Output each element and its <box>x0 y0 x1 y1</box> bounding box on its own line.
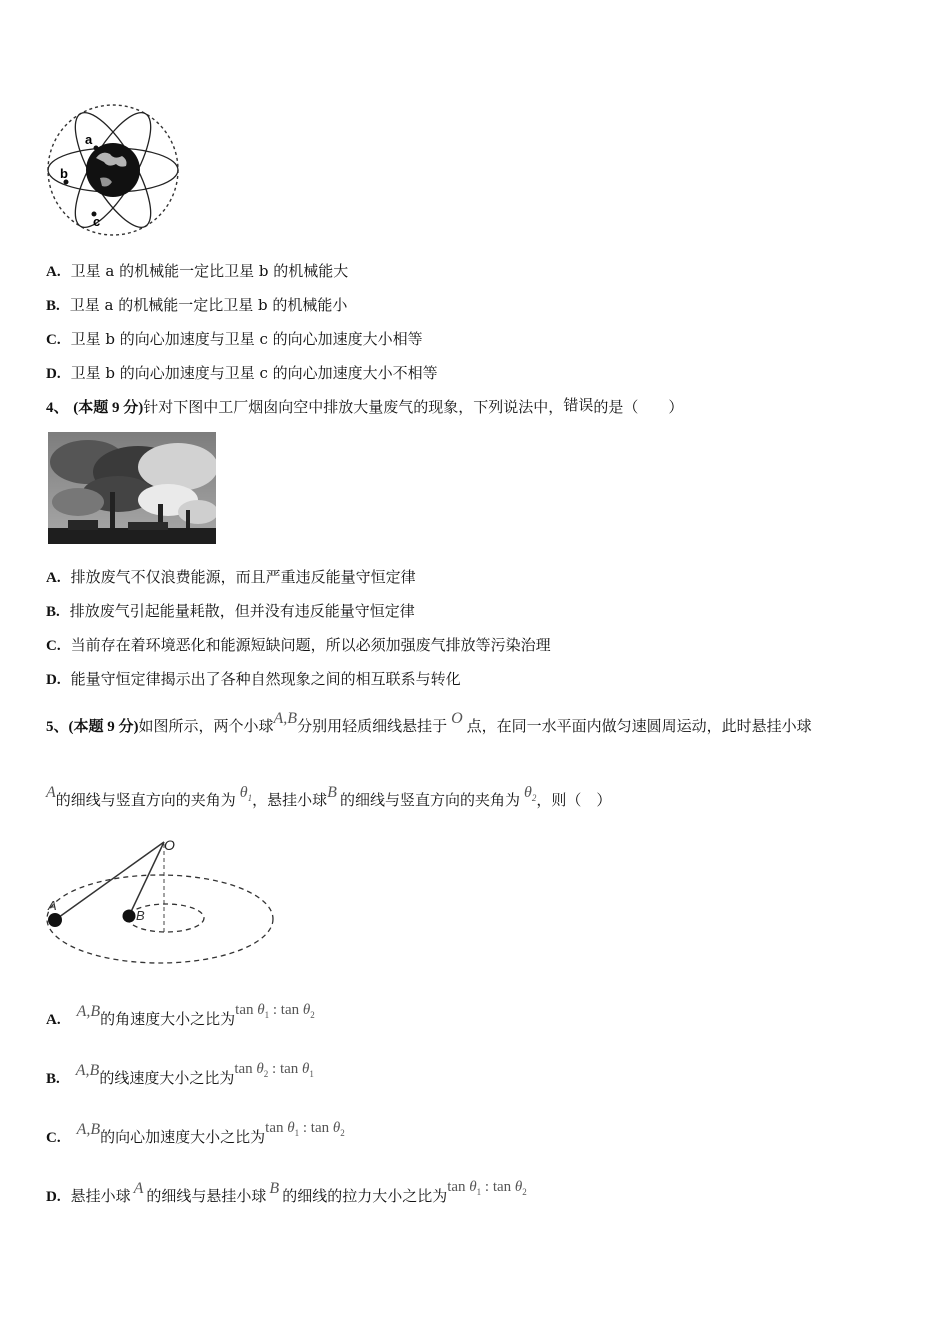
label-a: a <box>85 132 93 147</box>
earth-icon <box>86 143 140 197</box>
string-a <box>55 842 164 920</box>
conical-pendulum-figure <box>44 830 280 970</box>
label-o: O <box>164 837 175 853</box>
q5-option-a[interactable]: A. A,B的角速度大小之比为$\tan \theta_1$ : $\tan \theta_2$ <box>46 1002 315 1028</box>
q5-stem-line1: 5、(本题 9 分)如图所示，两个小球A,B分别用轻质细线悬挂于 O 点，在同一水平面内做匀速圆周运动，此时悬挂小球 <box>46 710 812 735</box>
q5-stem-line2: A的细线与竖直方向的夹角为 $\theta_1$，悬挂小球B 的细线与竖直方向的夹角为 $\theta_2$，则（ ） <box>46 784 612 809</box>
q5-option-c[interactable]: C. A,B的向心加速度大小之比为$\tan \theta_1$ : $\tan \theta_2$ <box>46 1120 345 1146</box>
q4-option-d[interactable]: D. 能量守恒定律揭示出了各种自然现象之间的相互联系与转化 <box>46 670 461 688</box>
label-b: B <box>136 908 145 923</box>
q5-option-d[interactable]: D. 悬挂小球 A 的细线与悬挂小球 B 的细线的拉力大小之比为$\tan \theta_1$ : $\tan \theta_2$ <box>46 1179 527 1205</box>
label-a: A <box>48 898 57 913</box>
q3-option-a[interactable]: A. 卫星 a 的机械能一定比卫星 b 的机械能大 <box>46 262 349 280</box>
q4-emphasis: 错误 <box>563 396 594 414</box>
q4-stem: 4、 (本题 9 分)针对下图中工厂烟囱向空中排放大量废气的现象，下列说法中，错误的是（ ） <box>46 396 684 416</box>
ball-b <box>123 910 136 923</box>
q4-option-b[interactable]: B. 排放废气引起能量耗散，但并没有违反能量守恒定律 <box>46 602 415 620</box>
q4-option-c[interactable]: C. 当前存在着环境恶化和能源短缺问题，所以必须加强废气排放等污染治理 <box>46 636 551 654</box>
q5-option-b[interactable]: B. A,B的线速度大小之比为$\tan \theta_2$ : $\tan \theta_1$ <box>46 1061 314 1087</box>
factory-smoke-photo <box>48 432 216 544</box>
orbit-a-dashed <box>47 875 273 963</box>
satellite-a-dot <box>94 146 99 151</box>
label-c: c <box>93 214 101 229</box>
label-b: b <box>60 166 68 181</box>
ratio-formula: $\tan \theta_1$ : $\tan \theta_2$ <box>235 1002 315 1020</box>
ball-a <box>48 913 62 927</box>
satellite-orbit-figure <box>44 100 182 240</box>
q3-option-b[interactable]: B. 卫星 a 的机械能一定比卫星 b 的机械能小 <box>46 296 348 314</box>
q4-option-a[interactable]: A. 排放废气不仅浪费能源，而且严重违反能量守恒定律 <box>46 568 416 586</box>
ratio-formula: $\tan \theta_1$ : $\tan \theta_2$ <box>265 1120 345 1138</box>
q3-option-c[interactable]: C. 卫星 b 的向心加速度与卫星 c 的向心加速度大小相等 <box>46 330 423 348</box>
q3-option-d[interactable]: D. 卫星 b 的向心加速度与卫星 c 的向心加速度大小不相等 <box>46 364 438 382</box>
ratio-formula: $\tan \theta_2$ : $\tan \theta_1$ <box>234 1061 314 1079</box>
ratio-formula: $\tan \theta_1$ : $\tan \theta_2$ <box>447 1179 527 1197</box>
